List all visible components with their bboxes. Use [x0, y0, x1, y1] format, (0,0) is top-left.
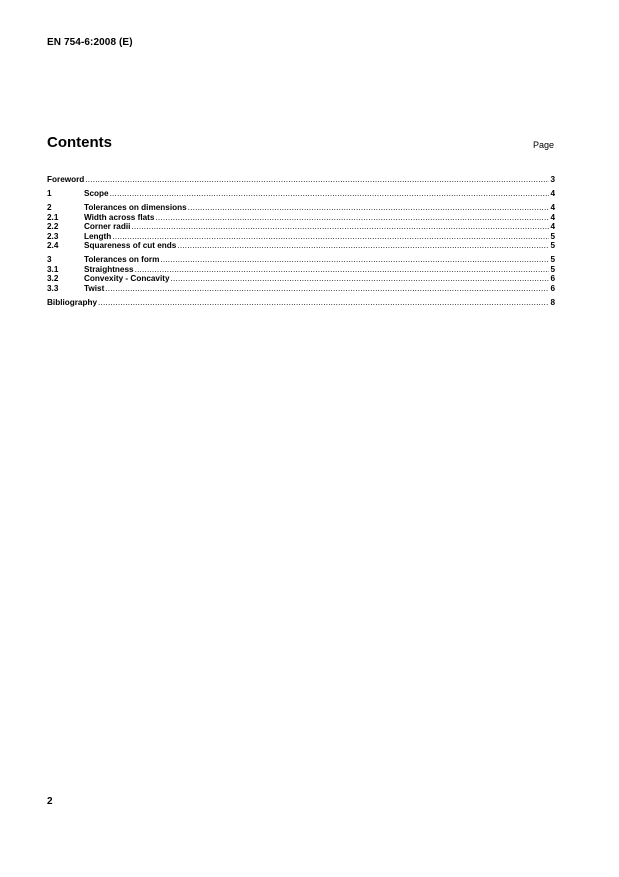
toc-entry-page: 4 — [550, 189, 555, 198]
toc-entry-title: Foreword — [47, 175, 85, 184]
toc-entry-convexity-concavity[interactable] — [47, 274, 555, 284]
toc-entry-title: Bibliography — [47, 297, 98, 307]
toc-entry-page: 4 — [550, 222, 555, 231]
toc-entry-number: 2.3 — [47, 231, 59, 241]
toc-entry-page: 4 — [550, 212, 555, 222]
toc-entry-scope[interactable] — [47, 189, 555, 199]
toc-entry-page: 8 — [550, 297, 555, 307]
toc-entry-title: Length — [84, 231, 112, 241]
toc-entry-number: 3.1 — [47, 264, 59, 274]
toc-entry-number: 3.3 — [47, 283, 59, 293]
toc-dot-leader — [98, 298, 549, 308]
toc-entry-number: 3.2 — [47, 274, 59, 283]
page-number: 2 — [47, 796, 53, 807]
toc-entry-bibliography[interactable] — [47, 298, 555, 308]
toc-entry-title: Corner radii — [84, 222, 131, 231]
toc-entry-title: Squareness of cut ends — [84, 241, 177, 250]
toc-entry-page: 3 — [550, 175, 555, 184]
toc-dot-leader — [85, 175, 549, 185]
table-of-contents — [47, 175, 555, 307]
toc-entry-tolerances-on-form[interactable] — [47, 255, 555, 265]
toc-dot-leader — [112, 232, 549, 242]
contents-title: Contents — [47, 134, 112, 151]
toc-entry-page: 5 — [550, 231, 555, 241]
toc-entry-number: 2.1 — [47, 212, 59, 222]
toc-entry-width-across-flats[interactable] — [47, 213, 555, 223]
toc-dot-leader — [105, 284, 549, 294]
toc-entry-page: 4 — [550, 203, 555, 212]
toc-entry-page: 5 — [550, 241, 555, 250]
toc-entry-title: Tolerances on form — [84, 255, 160, 264]
toc-entry-title: Straightness — [84, 264, 134, 274]
toc-dot-leader — [171, 274, 550, 284]
toc-entry-title: Twist — [84, 283, 105, 293]
toc-entry-title: Convexity - Concavity — [84, 274, 170, 283]
toc-dot-leader — [135, 265, 550, 275]
toc-entry-number: 2.4 — [47, 241, 59, 250]
toc-entry-page: 6 — [550, 274, 555, 283]
toc-entry-tolerances-on-dimensions[interactable] — [47, 203, 555, 213]
toc-dot-leader — [110, 189, 550, 199]
toc-entry-title: Width across flats — [84, 212, 155, 222]
page-column-label: Page — [532, 140, 554, 150]
toc-entry-number: 2.2 — [47, 222, 59, 231]
toc-entry-page: 5 — [550, 264, 555, 274]
toc-dot-leader — [131, 222, 549, 232]
document-id-header: EN 754-6:2008 (E) — [47, 37, 133, 48]
toc-entry-straightness[interactable] — [47, 265, 555, 275]
toc-entry-number: 3 — [47, 255, 52, 264]
toc-entry-title: Scope — [84, 189, 109, 198]
toc-entry-page: 5 — [550, 255, 555, 264]
toc-dot-leader — [160, 255, 549, 265]
toc-dot-leader — [177, 241, 549, 251]
toc-entry-number: 2 — [47, 203, 52, 212]
toc-entry-squareness-of-cut-ends[interactable] — [47, 241, 555, 251]
toc-entry-page: 6 — [550, 283, 555, 293]
toc-entry-number: 1 — [47, 189, 52, 198]
toc-entry-corner-radii[interactable] — [47, 222, 555, 232]
toc-entry-title: Tolerances on dimensions — [84, 203, 187, 212]
toc-entry-twist[interactable] — [47, 284, 555, 294]
toc-entry-foreword[interactable] — [47, 175, 555, 185]
toc-dot-leader — [155, 213, 549, 223]
toc-entry-length[interactable] — [47, 232, 555, 242]
toc-dot-leader — [188, 203, 550, 213]
